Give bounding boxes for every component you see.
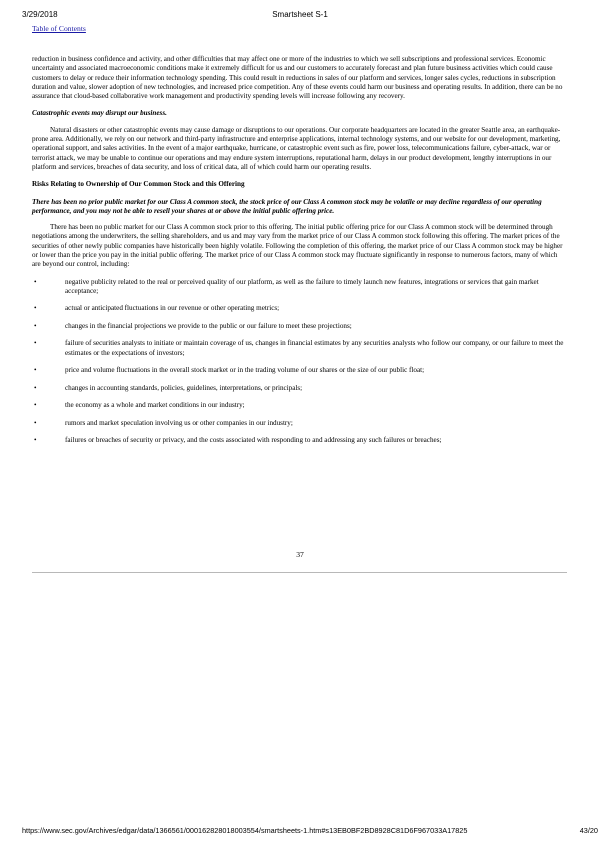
page-number: 37 [296,550,304,559]
list-item [32,278,566,297]
document-body [32,55,566,454]
list-item-text: rumors and market speculation involving us or other companies in our industry; [65,418,293,427]
list-item [32,339,566,358]
page-divider [32,572,567,573]
bullet-icon: • [34,321,37,330]
bullet-icon: • [34,339,37,348]
bullet-icon: • [34,304,37,313]
bullet-icon: • [34,436,37,445]
paragraph-no-prior-market: There has been no public market for our Class A common stock prior to this offering. The initial public offering price for our Class A common stock will be determined through negotiations among the underwriters, the selling shareholders, and us and may vary from the market price of our Class A common stock following this offering. The market prices of the securities of other newly public companies have historically been highly volatile. Following the completion of this offering, the market price of our Class A common stock may be higher or lower than the price you pay in the initial public offering. The market price of our Class A common stock may fluctuate significantly in response to numerous factors, many of which are beyond our control, including: [32,223,563,269]
heading-catastrophic-events: Catastrophic events may disrupt our business. [32,109,167,118]
list-item [32,304,566,313]
heading-no-prior-market: There has been no prior public market for our Class A common stock, the stock price of our Class A common stock may be volatile or may decline regardless of our operating performance, and you may not be able to resell your shares at or above the initial public offering price. [32,197,542,215]
paragraph-economic-uncertainty: reduction in business confidence and activity, and other difficulties that may affect one or more of the industries to which we sell subscriptions and professional services. Economic uncertainty and associated macroeconomic conditions make it extremely difficult for us and our customers to accurately forecast and plan future business activities which could cause customers to delay or reduce their information technology spending. This could result in reductions in sales of our platform and services, longer sales cycles, reductions in subscription duration and value, slower adoption of new technologies, and increased price competition. Any of these events could harm our business and operating results. In addition, there can be no assurance that cloud-based collaborative work management and productivity spending levels will increase following any recovery. [32,55,563,101]
list-item-text: failures or breaches of security or privacy, and the costs associated with responding to and addressing any such failures or breaches; [65,436,442,445]
list-item-text: changes in the financial projections we provide to the public or our failure to meet these projections; [65,321,352,330]
risk-factor-list [32,278,566,446]
document-title: Smartsheet S-1 [272,10,328,19]
list-item [32,436,566,445]
footer-url: https://www.sec.gov/Archives/edgar/data/1366561/000162828018003554/smartsheets-1.htm#s13EB0BF2BD8928C81D6F967033A17825 [22,826,468,835]
list-item-text: price and volume fluctuations in the overall stock market or in the trading volume of our shares or the size of our public float; [65,366,425,375]
list-item [32,419,566,428]
print-date: 3/29/2018 [22,10,58,19]
list-item-text: changes in accounting standards, policies, guidelines, interpretations, or principals; [65,383,303,392]
list-item-text: actual or anticipated fluctuations in our revenue or other operating metrics; [65,304,280,313]
footer-page-counter: 43/20 [579,826,598,835]
list-item [32,322,566,331]
table-of-contents-link[interactable]: Table of Contents [32,24,86,33]
list-item [32,366,566,375]
bullet-icon: • [34,366,37,375]
section-heading-ownership-risks: Risks Relating to Ownership of Our Common Stock and this Offering [32,180,245,189]
bullet-icon: • [34,277,37,286]
list-item [32,384,566,393]
list-item-text: failure of securities analysts to initiate or maintain coverage of us, changes in financial estimates by any securities analysts who follow our company, or our failure to meet the estimates or the expectations of investors; [65,339,564,357]
paragraph-catastrophic-events: Natural disasters or other catastrophic events may cause damage or disruptions to our operations. Our corporate headquarters are located in the greater Seattle area, an earthquake-prone area. Additionally, we rely on our network and third-party infrastructure and enterprise applications, internal technology systems, and our website for our development, marketing, operational support, and sales activities. In the event of a major earthquake, hurricane, or catastrophic event such as fire, power loss, telecommunications failure, cyber-attack, war or terrorist attack, we may be unable to continue our operations and may endure system interruptions, reputational harm, delays in our product development, lengthy interruptions in our platform and services, breaches of data security, and loss of critical data, all of which could harm our operating results. [32,125,561,171]
list-item-text: the economy as a whole and market conditions in our industry; [65,401,245,410]
list-item-text: negative publicity related to the real or perceived quality of our platform, as well as the failure to timely launch new features, integrations or services that gain market acceptance; [65,277,539,295]
list-item [32,401,566,410]
bullet-icon: • [34,418,37,427]
bullet-icon: • [34,401,37,410]
bullet-icon: • [34,383,37,392]
